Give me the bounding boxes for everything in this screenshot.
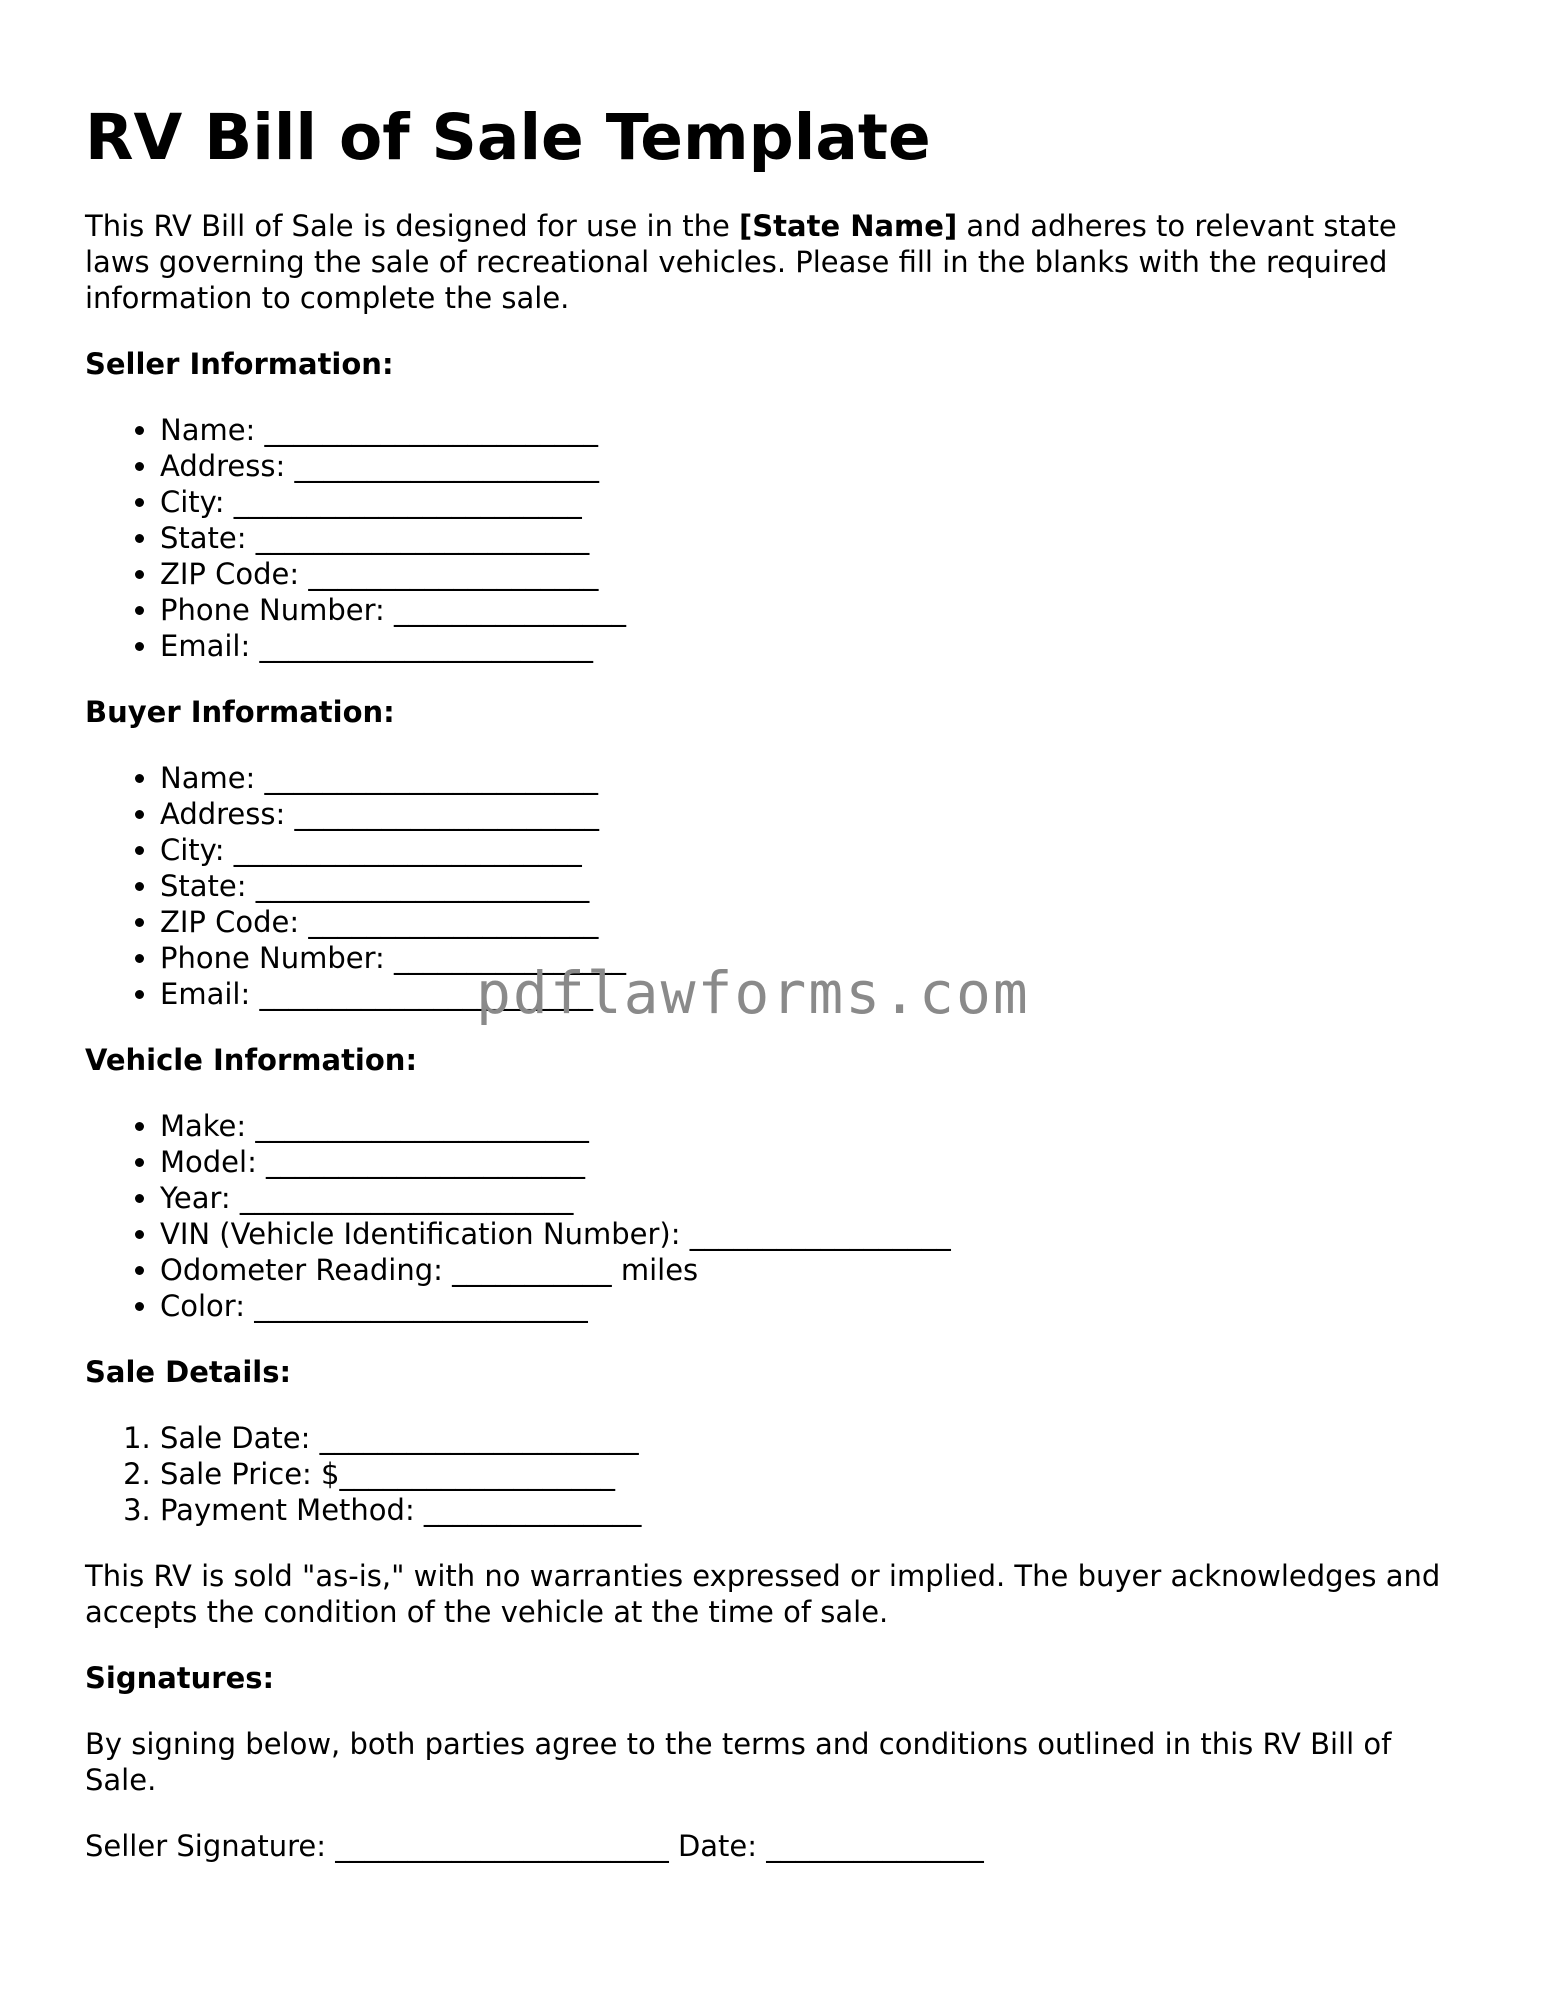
signatures-paragraph: By signing below, both parties agree to the terms and conditions outlined in this RV Bill of Sale. <box>85 1726 1392 1797</box>
buyer-name-field[interactable]: • Name: _______________________ <box>160 760 1465 796</box>
page-title: RV Bill of Sale Template <box>85 101 931 174</box>
vehicle-model-field[interactable]: • Model: ______________________ <box>160 1144 1465 1180</box>
watermark: pdflawforms.com <box>476 959 1030 1027</box>
intro-paragraph <box>85 208 1465 316</box>
seller-zip-field[interactable]: • ZIP Code: ____________________ <box>160 556 1465 592</box>
vehicle-odometer-field[interactable]: • Odometer Reading: ___________ miles <box>160 1252 1465 1288</box>
sale-price-field[interactable]: 2. Sale Price: $___________________ <box>160 1456 1465 1492</box>
vehicle-color-field[interactable]: • Color: _______________________ <box>160 1288 1465 1324</box>
vehicle-vin-field[interactable]: • VIN (Vehicle Identification Number): __________________ <box>160 1216 1465 1252</box>
sale-date-field[interactable]: 1. Sale Date: ______________________ <box>160 1420 1465 1456</box>
buyer-phone-field[interactable]: • Phone Number: ________________ <box>160 940 1465 976</box>
sale-heading: Sale Details: <box>85 1354 292 1389</box>
as-is-paragraph: This RV is sold "as-is," with no warranties expressed or implied. The buyer acknowledges and accepts the condition of the vehicle at the time of sale. <box>85 1558 1441 1629</box>
seller-signature-line[interactable]: Seller Signature: _______________________ Date: _______________ <box>85 1828 984 1863</box>
sale-list <box>85 1420 1465 1528</box>
seller-address-field[interactable]: • Address: _____________________ <box>160 448 1465 484</box>
buyer-address-field[interactable]: • Address: _____________________ <box>160 796 1465 832</box>
seller-name-field[interactable]: • Name: _______________________ <box>160 412 1465 448</box>
seller-phone-field[interactable]: • Phone Number: ________________ <box>160 592 1465 628</box>
seller-list <box>85 412 1465 664</box>
state-name-placeholder: [State Name] <box>739 208 958 243</box>
seller-email-field[interactable]: • Email: _______________________ <box>160 628 1465 664</box>
vehicle-make-field[interactable]: • Make: _______________________ <box>160 1108 1465 1144</box>
seller-heading: Seller Information: <box>85 346 394 381</box>
buyer-state-field[interactable]: • State: _______________________ <box>160 868 1465 904</box>
vehicle-list <box>85 1108 1465 1324</box>
buyer-city-field[interactable]: • City: ________________________ <box>160 832 1465 868</box>
intro-text-end: and adheres to relevant state laws governing the sale of recreational vehicles. Please fill in the blanks with the required information to complete the sale. <box>85 208 1397 315</box>
intro-text-start: This RV Bill of Sale is designed for use in the <box>85 208 740 243</box>
payment-method-field[interactable]: 3. Payment Method: _______________ <box>160 1492 1465 1528</box>
buyer-heading: Buyer Information: <box>85 694 395 729</box>
vehicle-year-field[interactable]: • Year: _______________________ <box>160 1180 1465 1216</box>
seller-state-field[interactable]: • State: _______________________ <box>160 520 1465 556</box>
buyer-zip-field[interactable]: • ZIP Code: ____________________ <box>160 904 1465 940</box>
vehicle-heading: Vehicle Information: <box>85 1042 418 1077</box>
seller-city-field[interactable]: • City: ________________________ <box>160 484 1465 520</box>
buyer-email-field[interactable]: • Email: _______________________ <box>160 976 1465 1012</box>
signatures-heading: Signatures: <box>85 1660 275 1695</box>
